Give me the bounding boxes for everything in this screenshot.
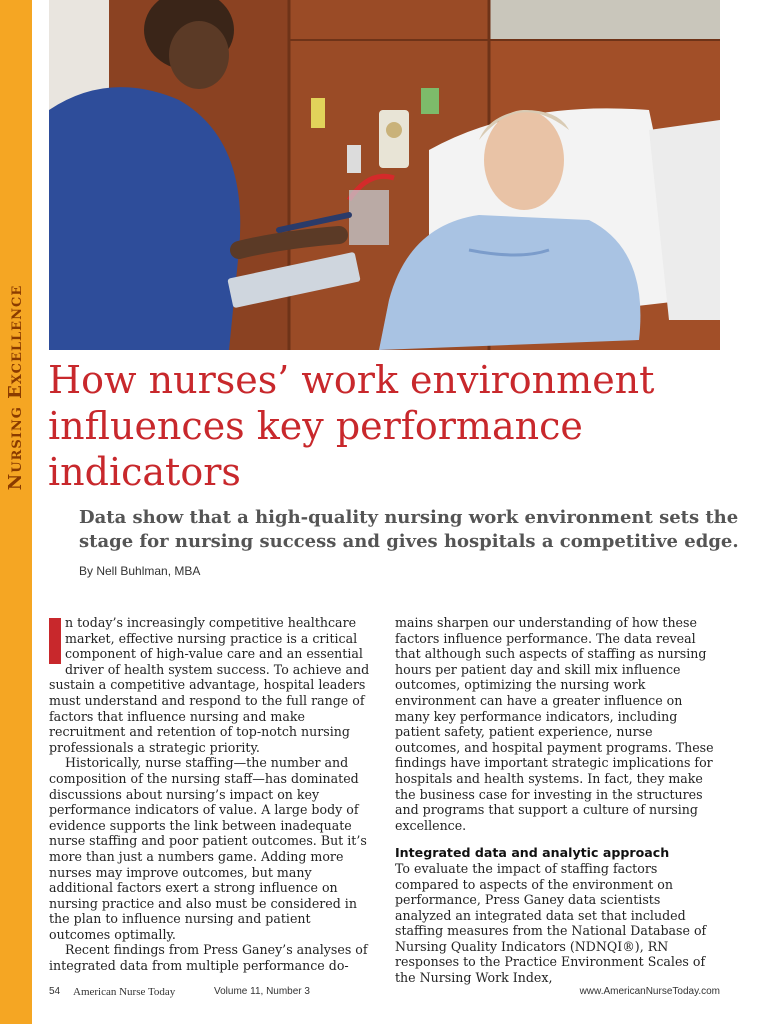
body-paragraph: mains sharpen our understanding of how these factors influence performance. The data reveal that although such aspects of staffing as nursing hours per patient day and skill mix influence outcomes, optimizing the nursing work environment can have a greater influence on many key performance indicators, including patient safety, patient experience, nurse outcomes, and hospital payment programs. These findings have important strategic implications for hospitals and health systems. In fact, they make the business case for investing in the structures and programs that support a culture of nursing excellence. <box>395 615 714 833</box>
article-title: How nurses’ work environment influences key performance indicators <box>48 358 655 494</box>
hero-photo <box>49 0 720 350</box>
body-paragraph: Historically, nurse staffing—the number and composition of the nursing staff—has dominated discussions about nursing’s impact on key performance indicators of value. A large body of evidence supports the link between inadequate nurse staffing and poor patient outcomes. But it’s more than just a numbers game. Adding more nurses may improve outcomes, but many additional factors exert a strong influence on nursing practice and also must be considered in the plan to influence nursing and patient outcomes optimally. <box>49 755 367 942</box>
website-url[interactable]: www.AmericanNurseToday.com <box>579 986 720 997</box>
page-number: 54 <box>49 986 61 997</box>
section-label <box>4 272 28 502</box>
body-paragraph: To evaluate the impact of staffing factors compared to aspects of the environment on performance, Press Ganey data scientists analyzed an integrated data set that included staffing measures from the National Database of Nursing Quality Indicators (NDNQI®), RN responses to the Practice Environment Scales of the Nursing Work Index, <box>395 860 707 986</box>
body-column-2 <box>395 615 717 986</box>
volume-info: Volume 11, Number 3 <box>214 986 310 997</box>
section-subhead: Integrated data and analytic approach <box>395 845 670 861</box>
paragraph-text: n today’s increasingly competitive healthcare market, effective nursing practice is a critical component of high-value care and an essential driver of health system success. To achieve and sustain a competitive advantage, hospital leaders must understand and respond to the full range of factors that influence nursing and make recruitment and retention of top-notch nursing professionals a strategic priority. <box>49 615 370 755</box>
body-paragraph: Recent findings from Press Ganey’s analyses of integrated data from multiple performance do- <box>49 942 368 974</box>
page-footer <box>49 986 720 1002</box>
section-label-text: Nursing Excellence <box>5 284 27 490</box>
byline: By Nell Buhlman, MBA <box>79 564 201 578</box>
article-deck: Data show that a high-quality nursing work environment sets the stage for nursing success and gives hospitals a competitive edge. <box>79 507 739 552</box>
nurse-patient-photo-icon <box>49 0 720 350</box>
body-column-1 <box>49 615 371 974</box>
side-accent-bar <box>0 0 32 1024</box>
publication-name: American Nurse Today <box>73 986 176 998</box>
drop-cap-i <box>49 618 61 664</box>
body-paragraph <box>49 615 371 755</box>
